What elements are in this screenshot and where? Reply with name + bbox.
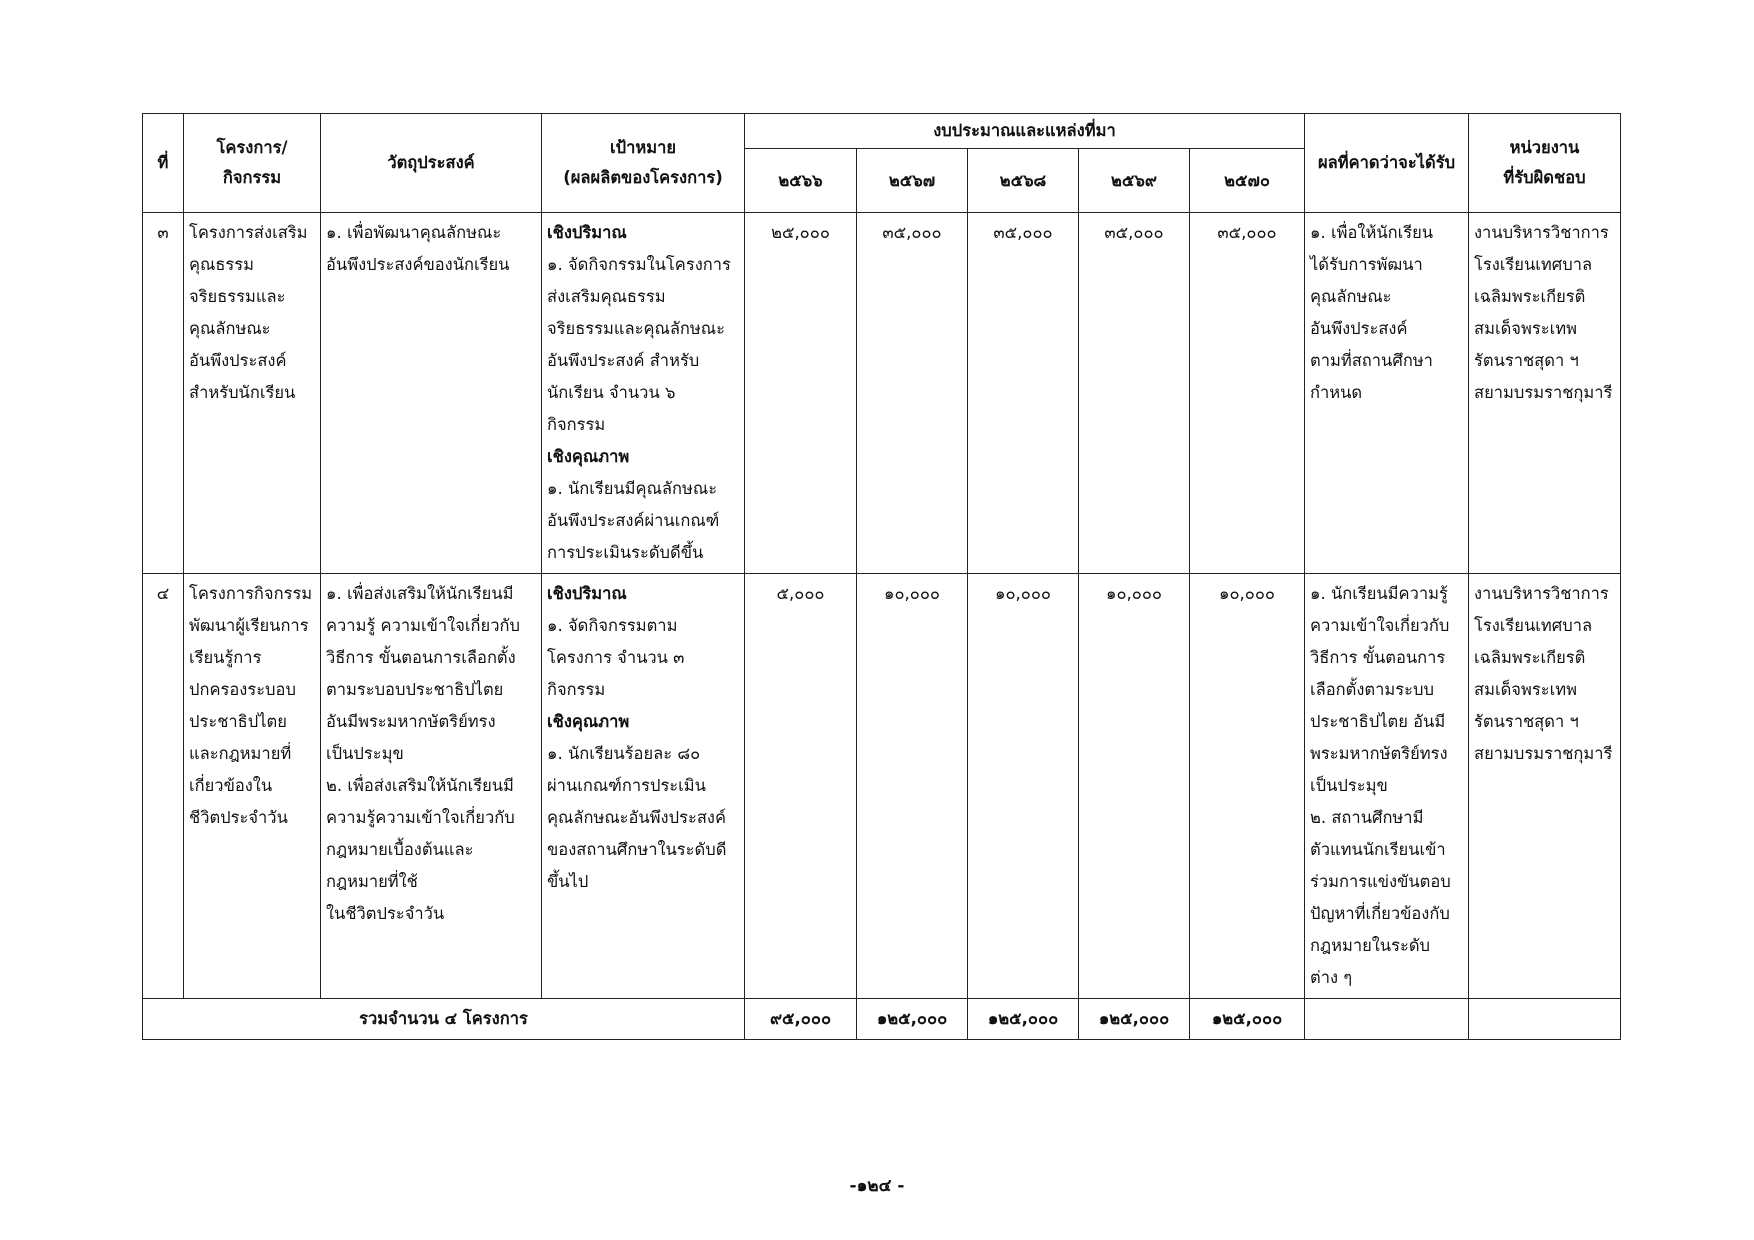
target-quality-title: เชิงคุณภาพ bbox=[547, 447, 630, 466]
target-quality-line: ๑. นักเรียนร้อยละ ๘๐ bbox=[547, 744, 701, 763]
objective-line: ๒. เพื่อส่งเสริมให้นักเรียนมี bbox=[326, 776, 514, 795]
project-name-line: ประชาธิปไตย bbox=[189, 712, 287, 731]
responsible-agency-line: รัตนราชสุดา ฯ bbox=[1474, 351, 1579, 370]
target-quality-line: ผ่านเกณฑ์การประเมิน bbox=[547, 776, 706, 795]
responsible-agency bbox=[1469, 213, 1621, 574]
expected-result-line: ความเข้าใจเกี่ยวกับ bbox=[1310, 616, 1450, 635]
header-target bbox=[542, 114, 745, 213]
budget-amount: ๑๐,๐๐๐ bbox=[1079, 574, 1190, 999]
header-year: ๒๕๖๗ bbox=[857, 149, 968, 213]
expected-result-line: อันพึงประสงค์ bbox=[1310, 319, 1408, 338]
header-target-line1: เป้าหมาย bbox=[609, 138, 677, 157]
project-name-line: โครงการกิจกรรม bbox=[189, 584, 313, 603]
project-name-line: คุณลักษณะ bbox=[189, 319, 271, 338]
target bbox=[542, 213, 745, 574]
header-year: ๒๕๗๐ bbox=[1190, 149, 1305, 213]
total-agency-empty bbox=[1469, 999, 1621, 1040]
responsible-agency-line: เฉลิมพระเกียรติ bbox=[1474, 287, 1586, 306]
objective-line: วิธีการ ขั้นตอนการเลือกตั้ง bbox=[326, 648, 516, 667]
expected-result bbox=[1305, 213, 1469, 574]
expected-result-line: คุณลักษณะ bbox=[1310, 287, 1392, 306]
objective-line: อันมีพระมหากษัตริย์ทรง bbox=[326, 712, 496, 731]
responsible-agency-line: งานบริหารวิชาการ bbox=[1474, 223, 1609, 242]
project-name-line: และกฎหมายที่ bbox=[189, 744, 292, 763]
expected-result-line: เป็นประมุข bbox=[1310, 776, 1388, 795]
target-quality-line: อันพึงประสงค์ผ่านเกณฑ์ bbox=[547, 511, 720, 530]
total-budget: ๑๒๕,๐๐๐ bbox=[968, 999, 1079, 1040]
target bbox=[542, 574, 745, 999]
target-quality-line: ขึ้นไป bbox=[547, 872, 589, 891]
header-agency bbox=[1469, 114, 1621, 213]
objective-line: อันพึงประสงค์ของนักเรียน bbox=[326, 255, 510, 274]
project-row bbox=[143, 213, 1621, 574]
target-quantity-line: จริยธรรมและคุณลักษณะ bbox=[547, 319, 725, 338]
expected-result-line: ตัวแทนนักเรียนเข้า bbox=[1310, 840, 1446, 859]
objective-line: ความรู้ ความเข้าใจเกี่ยวกับ bbox=[326, 616, 520, 635]
expected-result-line: ๒. สถานศึกษามี bbox=[1310, 808, 1424, 827]
project-name-line: อันพึงประสงค์ bbox=[189, 351, 287, 370]
total-budget: ๑๒๕,๐๐๐ bbox=[1079, 999, 1190, 1040]
target-quantity-title: เชิงปริมาณ bbox=[547, 584, 627, 603]
project-name-line: เกี่ยวข้องใน bbox=[189, 776, 273, 795]
header-year: ๒๕๖๖ bbox=[745, 149, 857, 213]
objective-line: ในชีวิตประจำวัน bbox=[326, 904, 445, 923]
target-quantity-line: ส่งเสริมคุณธรรม bbox=[547, 287, 666, 306]
expected-result-line: ร่วมการแข่งขันตอบ bbox=[1310, 872, 1451, 891]
target-quality-line: การประเมินระดับดีขึ้น bbox=[547, 543, 704, 562]
row-number: ๓ bbox=[143, 213, 184, 574]
responsible-agency-line: สยามบรมราชกุมารี bbox=[1474, 744, 1613, 763]
header-target-line2: (ผลผลิตของโครงการ) bbox=[563, 168, 723, 187]
budget-amount: ๓๕,๐๐๐ bbox=[1190, 213, 1305, 574]
target-quality-title: เชิงคุณภาพ bbox=[547, 712, 630, 731]
expected-result-line: ประชาธิปไตย อันมี bbox=[1310, 712, 1446, 731]
total-result-empty bbox=[1305, 999, 1469, 1040]
target-quantity-line: ๑. จัดกิจกรรมในโครงการ bbox=[547, 255, 731, 274]
objective-line: ๑. เพื่อส่งเสริมให้นักเรียนมี bbox=[326, 584, 514, 603]
expected-result-line: พระมหากษัตริย์ทรง bbox=[1310, 744, 1448, 763]
objective-line: ตามระบอบประชาธิปไตย bbox=[326, 680, 504, 699]
responsible-agency-line: โรงเรียนเทศบาล bbox=[1474, 255, 1593, 274]
total-budget: ๑๒๕,๐๐๐ bbox=[1190, 999, 1305, 1040]
objective-line: ความรู้ความเข้าใจเกี่ยวกับ bbox=[326, 808, 515, 827]
expected-result-line: ปัญหาที่เกี่ยวข้องกับ bbox=[1310, 904, 1450, 923]
header-no: ที่ bbox=[143, 114, 184, 213]
project-name bbox=[184, 213, 321, 574]
project-plan-table bbox=[142, 113, 1621, 1040]
project-name-line: ชีวิตประจำวัน bbox=[189, 808, 288, 827]
project-name-line: คุณธรรม bbox=[189, 255, 255, 274]
total-row bbox=[143, 999, 1621, 1040]
project-name-line: จริยธรรมและ bbox=[189, 287, 286, 306]
responsible-agency-line: งานบริหารวิชาการ bbox=[1474, 584, 1609, 603]
budget-amount: ๑๐,๐๐๐ bbox=[857, 574, 968, 999]
expected-result bbox=[1305, 574, 1469, 999]
responsible-agency-line: สยามบรมราชกุมารี bbox=[1474, 383, 1613, 402]
budget-amount: ๓๕,๐๐๐ bbox=[857, 213, 968, 574]
budget-amount: ๑๐,๐๐๐ bbox=[1190, 574, 1305, 999]
header-year: ๒๕๖๘ bbox=[968, 149, 1079, 213]
expected-result-line: ๑. เพื่อให้นักเรียน bbox=[1310, 223, 1434, 242]
budget-amount: ๑๐,๐๐๐ bbox=[968, 574, 1079, 999]
target-quality-line: ๑. นักเรียนมีคุณลักษณะ bbox=[547, 479, 718, 498]
objective bbox=[321, 213, 542, 574]
responsible-agency-line: สมเด็จพระเทพ bbox=[1474, 319, 1577, 338]
project-name-line: ปกครองระบอบ bbox=[189, 680, 296, 699]
target-quantity-line: ๑. จัดกิจกรรมตาม bbox=[547, 616, 678, 635]
objective-line: กฎหมายเบื้องต้นและ bbox=[326, 840, 474, 859]
project-name-line: พัฒนาผู้เรียนการ bbox=[189, 616, 309, 635]
total-budget: ๑๒๕,๐๐๐ bbox=[857, 999, 968, 1040]
expected-result-line: ต่าง ๆ bbox=[1310, 968, 1353, 987]
budget-amount: ๕,๐๐๐ bbox=[745, 574, 857, 999]
header-agency-line2: ที่รับผิดชอบ bbox=[1503, 168, 1586, 187]
project-name-line: โครงการส่งเสริม bbox=[189, 223, 308, 242]
header-agency-line1: หน่วยงาน bbox=[1509, 138, 1580, 157]
objective-line: ๑. เพื่อพัฒนาคุณลักษณะ bbox=[326, 223, 502, 242]
target-quantity-line: กิจกรรม bbox=[547, 680, 606, 699]
project-row bbox=[143, 574, 1621, 999]
target-quantity-line: นักเรียน จำนวน ๖ bbox=[547, 383, 676, 402]
project-name-line: สำหรับนักเรียน bbox=[189, 383, 296, 402]
target-quantity-line: กิจกรรม bbox=[547, 415, 606, 434]
responsible-agency-line: สมเด็จพระเทพ bbox=[1474, 680, 1577, 699]
header-result: ผลที่คาดว่าจะได้รับ bbox=[1305, 114, 1469, 213]
header-objective: วัตถุประสงค์ bbox=[321, 114, 542, 213]
header-year: ๒๕๖๙ bbox=[1079, 149, 1190, 213]
total-label: รวมจำนวน ๔ โครงการ bbox=[143, 999, 745, 1040]
responsible-agency bbox=[1469, 574, 1621, 999]
responsible-agency-line: โรงเรียนเทศบาล bbox=[1474, 616, 1593, 635]
total-budget: ๙๕,๐๐๐ bbox=[745, 999, 857, 1040]
expected-result-line: ตามที่สถานศึกษา bbox=[1310, 351, 1433, 370]
header-project: โครงการ/กิจกรรม bbox=[184, 114, 321, 213]
project-name-line: เรียนรู้การ bbox=[189, 648, 262, 667]
responsible-agency-line: เฉลิมพระเกียรติ bbox=[1474, 648, 1586, 667]
responsible-agency-line: รัตนราชสุดา ฯ bbox=[1474, 712, 1579, 731]
target-quantity-line: อันพึงประสงค์ สำหรับ bbox=[547, 351, 700, 370]
budget-amount: ๒๕,๐๐๐ bbox=[745, 213, 857, 574]
expected-result-line: กำหนด bbox=[1310, 383, 1363, 402]
header-budget: งบประมาณและแหล่งที่มา bbox=[745, 114, 1305, 149]
project-name bbox=[184, 574, 321, 999]
expected-result-line: ได้รับการพัฒนา bbox=[1310, 255, 1423, 274]
target-quality-line: คุณลักษณะอันพึงประสงค์ bbox=[547, 808, 726, 827]
objective bbox=[321, 574, 542, 999]
target-quality-line: ของสถานศึกษาในระดับดี bbox=[547, 840, 727, 859]
row-number: ๔ bbox=[143, 574, 184, 999]
budget-amount: ๓๕,๐๐๐ bbox=[968, 213, 1079, 574]
budget-amount: ๓๕,๐๐๐ bbox=[1079, 213, 1190, 574]
target-quantity-line: โครงการ จำนวน ๓ bbox=[547, 648, 685, 667]
objective-line: กฎหมายที่ใช้ bbox=[326, 872, 418, 891]
page-number: -๑๒๔ - bbox=[849, 1176, 905, 1196]
expected-result-line: กฎหมายในระดับ bbox=[1310, 936, 1431, 955]
objective-line: เป็นประมุข bbox=[326, 744, 404, 763]
expected-result-line: เลือกตั้งตามระบบ bbox=[1310, 680, 1434, 699]
expected-result-line: วิธีการ ขั้นตอนการ bbox=[1310, 648, 1446, 667]
expected-result-line: ๑. นักเรียนมีความรู้ bbox=[1310, 584, 1448, 603]
target-quantity-title: เชิงปริมาณ bbox=[547, 223, 627, 242]
